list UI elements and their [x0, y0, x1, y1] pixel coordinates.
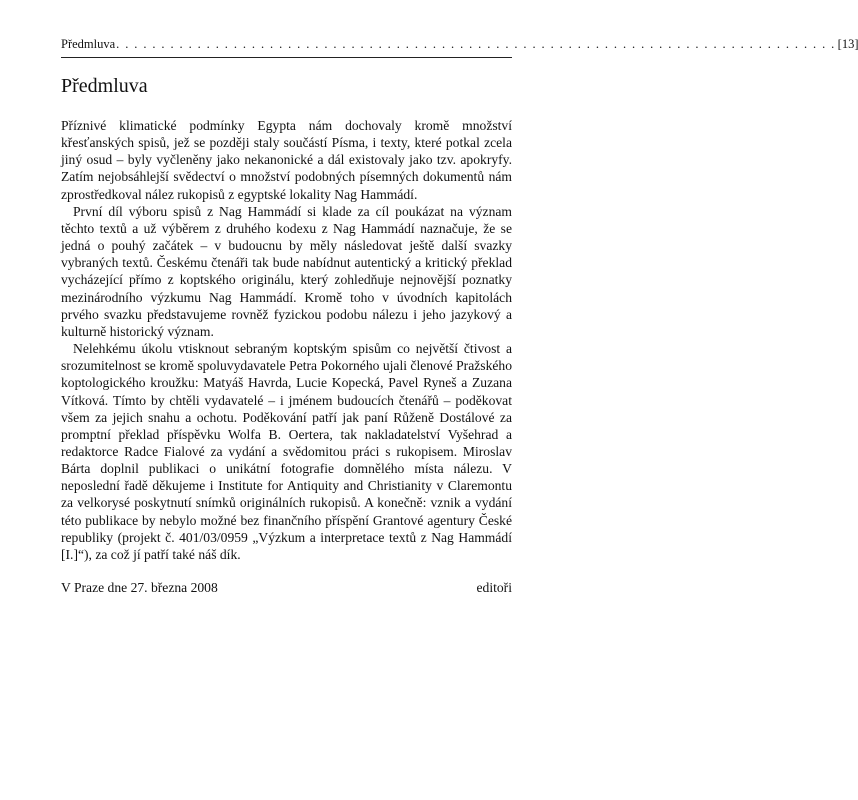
page: [61, 36, 858, 596]
running-header-title: Předmluva: [61, 37, 116, 51]
dot-leader: . . . . . . . . . . . . . . . . . . . . . . . . . . . . . . . . . . . . . . . . . . . . . . . . . . . . . . . . . . . . . . . . . . . . . . . . . . . . . . . .: [116, 37, 836, 51]
chapter-title: Předmluva: [61, 75, 148, 97]
header-rule: [61, 57, 512, 58]
page-number: [13]: [837, 37, 858, 51]
signature-line: [61, 579, 512, 596]
body-text: [61, 117, 512, 563]
paragraph-3: Nelehkému úkolu vtisknout sebraným koptským spisům co největší čtivost a srozumitelnost se kromě spoluvydavatele Petra Pokorného ujali členové Pražského koptologického kroužku: Matyáš Havrda, Lucie Kopecká, Pavel Ryneš a Zuzana Vítková. Tímto by chtěli vydavatelé – i jménem budoucích čtenářů – poděkovat všem za jejich snahu a ochotu. Poděkování patří jak paní Růženě Dostálové za promptní překlad příspěvku Wolfa B. Oertera, tak nakladatelství Vyšehrad a redaktorce Radce Fialové za vydání a svědomitou práci s rukopisem. Miroslav Bárta doplnil publikaci o unikátní fotografie domnělého místa nálezu. V neposlední řadě děkujeme i Institute for Antiquity and Christianity v Claremontu za velkorysé poskytnutí snímků originálních rukopisů. A konečně: vznik a vydání této publikace by nebylo možné bez finančního příspění Grantové agentury České republiky (projekt č. 401/03/0959 „Výzkum a interpretace textů z Nag Hammádí [I.]“), za což jí patří také náš dík.: [61, 341, 512, 562]
signature-author: editoři: [476, 580, 512, 596]
place-date: V Praze dne 27. března 2008: [61, 580, 218, 596]
running-header: [61, 36, 858, 52]
paragraph-1: Příznivé klimatické podmínky Egypta nám dochovaly kromě množství křesťanských spisů, jež se později staly součástí Písma, i texty, které potkal zcela jiný osud – byly vyčleněny jako nekanonické a dál existovaly jako tzv. apokryfy. Zatím nejobsáhlejší svědectví o množství podobných písemných dokumentů nám zprostředkoval nález rukopisů z egyptské lokality Nag Hammádí.: [61, 118, 512, 202]
paragraph-2: První díl výboru spisů z Nag Hammádí si klade za cíl poukázat na význam těchto textů a už výběrem z druhého kodexu z Nag Hammádí naznačuje, že se jedná o pouhý začátek – v budoucnu by měly následovat ještě další svazky vybraných textů. Českému čtenáři tak bude nabídnut autentický a kritický překlad vycházející přímo z koptského originálu, který zohledňuje nejnovější poznatky mezinárodního výzkumu Nag Hammádí. Kromě toho v úvodních kapitolách prvého svazku představujeme rovněž fyzickou podobu nálezu i jeho jazykový a kulturně historický význam.: [61, 203, 512, 339]
